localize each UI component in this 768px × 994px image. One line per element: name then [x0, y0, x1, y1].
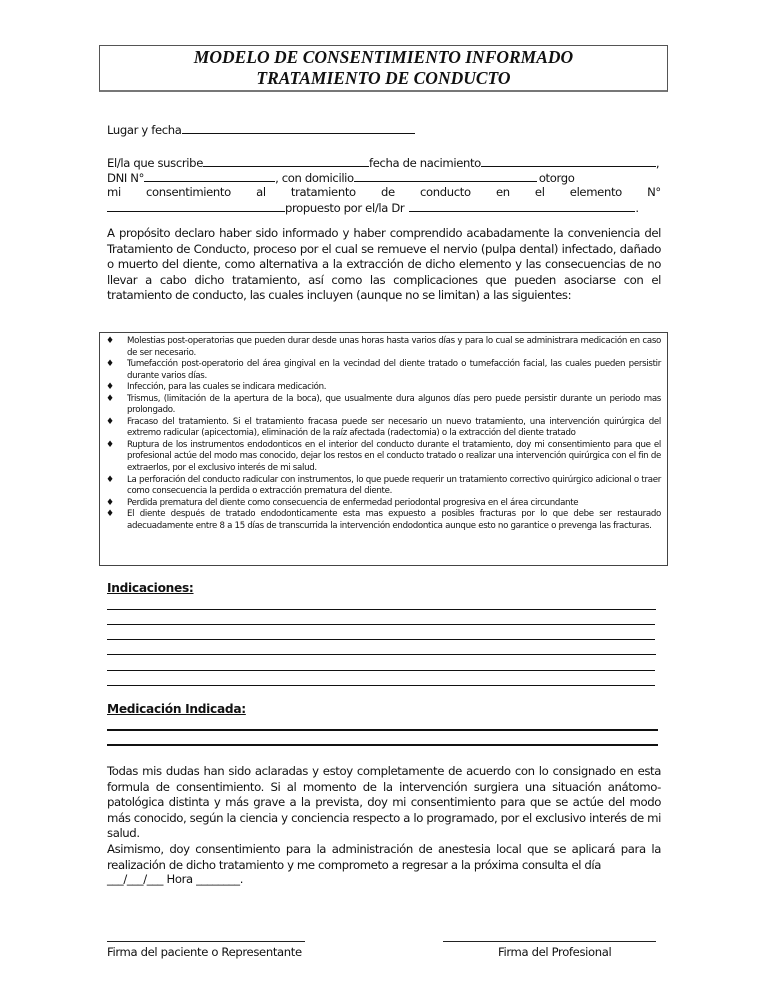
patient-signature-label: Firma del paciente o Representante: [107, 945, 302, 959]
diamond-bullet-icon: ♦: [106, 497, 114, 508]
consent-word: el: [534, 185, 545, 199]
complication-text: Trismus, (limitación de la apertura de la boca), que usualmente dura algunos días pero puede persistir durante un periodo mas prolongado.: [127, 393, 661, 416]
complication-text: Fracaso del tratamiento. Si el tratamiento fracasa puede ser necesario un nuevo tratamiento, una intervención quirúrgica del extremo radicular (apicectomia), eliminación de la raíz afectada (radectomia) o la extracción del diente tratado: [127, 416, 661, 439]
domicilio-field[interactable]: [354, 170, 537, 182]
diamond-bullet-icon: ♦: [106, 393, 114, 404]
medicacion-line-2[interactable]: [107, 744, 658, 746]
consent-word: N°: [647, 185, 661, 199]
diamond-bullet-icon: ♦: [106, 509, 114, 520]
consent-word: consentimiento: [146, 185, 231, 199]
diamond-bullet-icon: ♦: [106, 416, 114, 427]
next-visit-date-field[interactable]: ___/___/___: [107, 872, 164, 886]
complications-box: [99, 332, 668, 566]
dni-label: DNI N°: [107, 171, 145, 185]
complication-text: La perforación del conducto radicular con instrumentos, lo que puede requerir un tratamiento correctivo quirúrgico adicional o traer como consecuencia la perdida o extracción prematura del diente.: [127, 474, 661, 497]
complication-text: Tumefacción post-operatorio del área gingival en la vecindad del diente tratado o tumefacción facial, las cuales pueden persistir durante varios días.: [127, 359, 661, 381]
complication-item: [106, 475, 661, 498]
indicaciones-heading: Indicaciones:: [107, 581, 194, 595]
consent-word: tratamiento: [290, 185, 356, 199]
hora-label: Hora: [166, 872, 193, 886]
nacimiento-field[interactable]: [481, 155, 656, 167]
closing-paragraph-2: Asimismo, doy consentimiento para la administración de anestesia local que se aplicará para la realización de dicho tratamiento y me comprometo a regresar a la próxima consulta el día: [107, 842, 661, 872]
indicaciones-line-5[interactable]: [107, 670, 655, 671]
diamond-bullet-icon: ♦: [106, 359, 114, 370]
consent-word: mi: [107, 185, 121, 199]
complication-text: Perdida prematura del diente como consecuencia de enfermedad periodontal progresiva en el área circundante: [127, 497, 579, 508]
complication-item: [106, 498, 661, 510]
indicaciones-line-1[interactable]: [107, 609, 656, 610]
indicaciones-line-3[interactable]: [107, 639, 655, 640]
title-line-2: TRATAMIENTO DE CONDUCTO: [256, 68, 511, 88]
indicaciones-line-6[interactable]: [107, 685, 655, 686]
suscribe-row: [107, 155, 661, 170]
complication-item: [106, 509, 661, 532]
consent-word: conducto: [419, 185, 471, 199]
complication-item: [106, 417, 661, 440]
complication-text: Infección, para las cuales se indicara medicación.: [127, 382, 327, 393]
complication-item: [106, 440, 661, 475]
indicaciones-line-2[interactable]: [107, 624, 655, 625]
suscribe-field[interactable]: [203, 155, 369, 167]
consent-word: en: [495, 185, 510, 199]
diamond-bullet-icon: ♦: [106, 382, 114, 393]
next-visit-row: [107, 872, 661, 887]
diamond-bullet-icon: ♦: [106, 336, 114, 346]
propuesto-row: [107, 200, 661, 215]
otorgo-label: otorgo: [538, 171, 575, 185]
professional-signature-label: Firma del Profesional: [498, 945, 612, 959]
suscribe-label: El/la que suscribe: [107, 156, 203, 170]
period: .: [635, 201, 639, 215]
consent-word: de: [380, 185, 395, 199]
nacimiento-label: fecha de nacimiento: [368, 156, 481, 170]
complication-item: [106, 382, 661, 394]
dni-row: [107, 170, 661, 185]
consent-word: al: [256, 185, 266, 199]
domicilio-label: , con domicilio: [275, 171, 354, 185]
complications-list: [100, 333, 667, 532]
patient-signature-line[interactable]: [107, 941, 305, 942]
diamond-bullet-icon: ♦: [106, 474, 114, 485]
complication-item: [106, 359, 661, 382]
propuesto-label: propuesto por el/la Dr: [285, 201, 405, 215]
intro-paragraph: A propósito declaro haber sido informado y haber comprendido acabadamente la conveniencia del Tratamiento de Conducto, proceso por el cual se remueve el nervio (pulpa dental) infectado, dañado o muerto del diente, como alternativa a la extracción de dicho elemento y las consecuencias de no llevar a cabo dicho tratamiento, así como las complicaciones que pueden asociarse con el tratamiento de conducto, las cuales incluyen (aunque no se limitan) a las siguientes:: [107, 226, 661, 303]
complication-item: [106, 394, 661, 417]
complication-item: [106, 336, 661, 359]
indicaciones-line-4[interactable]: [107, 654, 656, 655]
comma: ,: [655, 156, 660, 170]
consent-word: elemento: [569, 185, 622, 199]
complication-text: Ruptura de los instrumentos endodonticos en el interior del conducto durante el tratamiento, doy mi consentimiento para que el profesional actúe del modo mas conocido, dejar los restos en el conducto tratado o realizar una intervención quirúrgica con el fin de extraerlos, por el exclusivo interés de mi salud.: [127, 439, 661, 474]
medicacion-line-1[interactable]: [107, 729, 658, 731]
hora-field[interactable]: ________: [196, 872, 240, 886]
closing-paragraph-1: Todas mis dudas han sido aclaradas y estoy completamente de acuerdo con lo consignado en esta formula de consentimiento. Si al momento de la intervención surgiera una situación anátomo-patológica distinta y más grave a la prevista, doy mi consentimiento para que se actúe del modo más conocido, según la ciencia y conciencia respecto a lo programado, por el exclusivo interés de mi salud.: [107, 764, 661, 841]
title-line-1: MODELO DE CONSENTIMIENTO INFORMADO: [193, 47, 574, 67]
diamond-bullet-icon: ♦: [106, 439, 114, 450]
complication-text: El diente después de tratado endodonticamente esta mas expuesto a posibles fracturas por lo que debe ser restaurado adecuadamente entre 8 a 15 días de transcurrida la intervención endodontica aunque esto no garantice o prevenga las fracturas.: [127, 509, 661, 531]
medicacion-heading: Medicación Indicada:: [107, 702, 246, 716]
elemento-field[interactable]: [107, 200, 285, 212]
professional-signature-line[interactable]: [443, 941, 656, 942]
lugar-fecha-field[interactable]: [182, 122, 415, 134]
doctor-field[interactable]: [409, 200, 635, 212]
period: .: [239, 872, 244, 886]
document-title-box: [99, 45, 668, 92]
consent-words-row: [107, 185, 661, 200]
lugar-fecha-row: [107, 122, 661, 137]
complication-text: Molestias post-operatorias que pueden durar desde unas horas hasta varios días y para lo cual se administrara medicación en caso de ser necesario.: [127, 336, 661, 358]
lugar-fecha-label: Lugar y fecha: [107, 123, 182, 137]
dni-field[interactable]: [144, 170, 275, 182]
